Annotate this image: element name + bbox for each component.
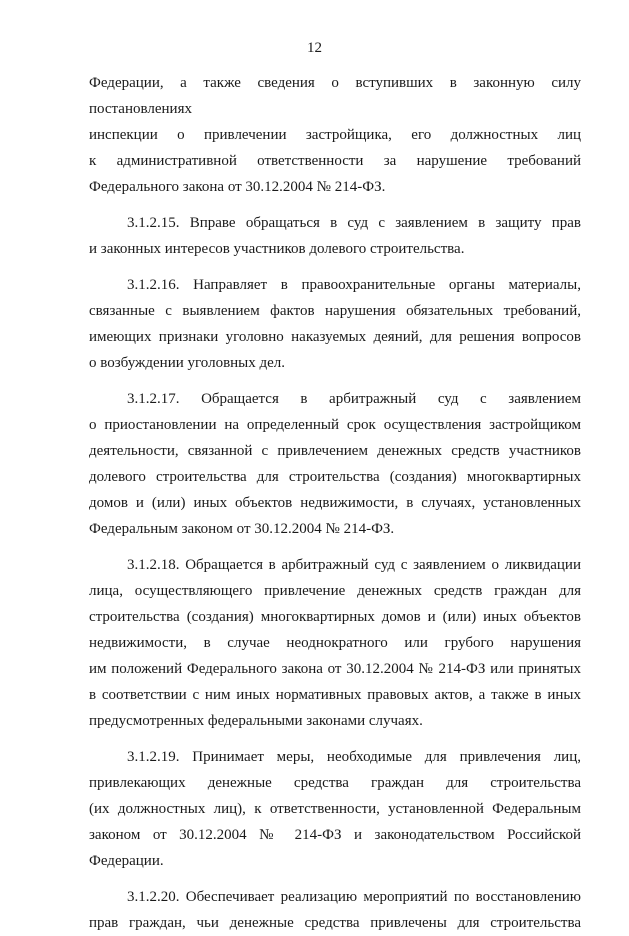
text-line: в соответствии с ним иных нормативных правовых актов, а также в иных bbox=[89, 687, 581, 703]
text-line-last: Федеральным законом от 30.12.2004 № 214-ФЗ. bbox=[89, 521, 395, 537]
text-line: недвижимости, в случае неоднократного или грубого нарушения bbox=[89, 635, 581, 651]
text-line: законом от 30.12.2004 № 214-ФЗ и законодательством Российской bbox=[89, 827, 581, 843]
text-line: привлекающих денежные средства граждан для строительства bbox=[89, 775, 581, 791]
text-line-last: предусмотренных федеральными законами случаях. bbox=[89, 713, 423, 729]
text-line: имеющих признаки уголовно наказуемых деяний, для решения вопросов bbox=[89, 329, 581, 345]
text-line: 3.1.2.16. Направляет в правоохранительные органы материалы, bbox=[127, 277, 581, 293]
paragraph bbox=[89, 744, 581, 874]
text-line-last: Федерального закона от 30.12.2004 № 214-ФЗ. bbox=[89, 179, 386, 195]
document-body bbox=[89, 70, 581, 936]
paragraph bbox=[89, 70, 581, 200]
text-line: инспекции о привлечении застройщика, его должностных лиц bbox=[89, 127, 581, 143]
paragraph bbox=[89, 552, 581, 734]
text-line-last: и законных интересов участников долевого строительства. bbox=[89, 241, 465, 257]
page-number: 12 bbox=[307, 40, 322, 56]
paragraph bbox=[89, 884, 581, 936]
text-line: 3.1.2.17. Обращается в арбитражный суд с заявлением bbox=[127, 391, 581, 407]
paragraph bbox=[89, 272, 581, 376]
text-line: о приостановлении на определенный срок осуществления застройщиком bbox=[89, 417, 581, 433]
text-line: 3.1.2.15. Вправе обращаться в суд с заявлением в защиту прав bbox=[127, 215, 581, 231]
text-line: 3.1.2.18. Обращается в арбитражный суд с заявлением о ликвидации bbox=[127, 557, 581, 573]
paragraph bbox=[89, 386, 581, 542]
text-line: долевого строительства для строительства (создания) многоквартирных bbox=[89, 469, 581, 485]
text-line: (их должностных лиц), к ответственности, установленной Федеральным bbox=[89, 801, 581, 817]
paragraph bbox=[89, 210, 581, 262]
text-line: к административной ответственности за нарушение требований bbox=[89, 153, 581, 169]
text-line: деятельности, связанной с привлечением денежных средств участников bbox=[89, 443, 581, 459]
text-line: им положений Федерального закона от 30.12.2004 № 214-ФЗ или принятых bbox=[89, 661, 581, 677]
text-line: связанные с выявлением фактов нарушения обязательных требований, bbox=[89, 303, 581, 319]
text-line-last: Федерации. bbox=[89, 853, 164, 869]
text-line: 3.1.2.20. Обеспечивает реализацию мероприятий по восстановлению bbox=[127, 889, 581, 905]
text-line: прав граждан, чьи денежные средства привлечены для строительства bbox=[89, 915, 581, 931]
text-line: лица, осуществляющего привлечение денежных средств граждан для bbox=[89, 583, 581, 599]
text-line: строительства (создания) многоквартирных домов и (или) иных объектов bbox=[89, 609, 581, 625]
text-line: Федерации, а также сведения о вступивших в законную силу постановлениях bbox=[89, 75, 581, 117]
text-line-last: о возбуждении уголовных дел. bbox=[89, 355, 286, 371]
text-line: 3.1.2.19. Принимает меры, необходимые для привлечения лиц, bbox=[127, 749, 581, 765]
text-line: домов и (или) иных объектов недвижимости, в случаях, установленных bbox=[89, 495, 581, 511]
